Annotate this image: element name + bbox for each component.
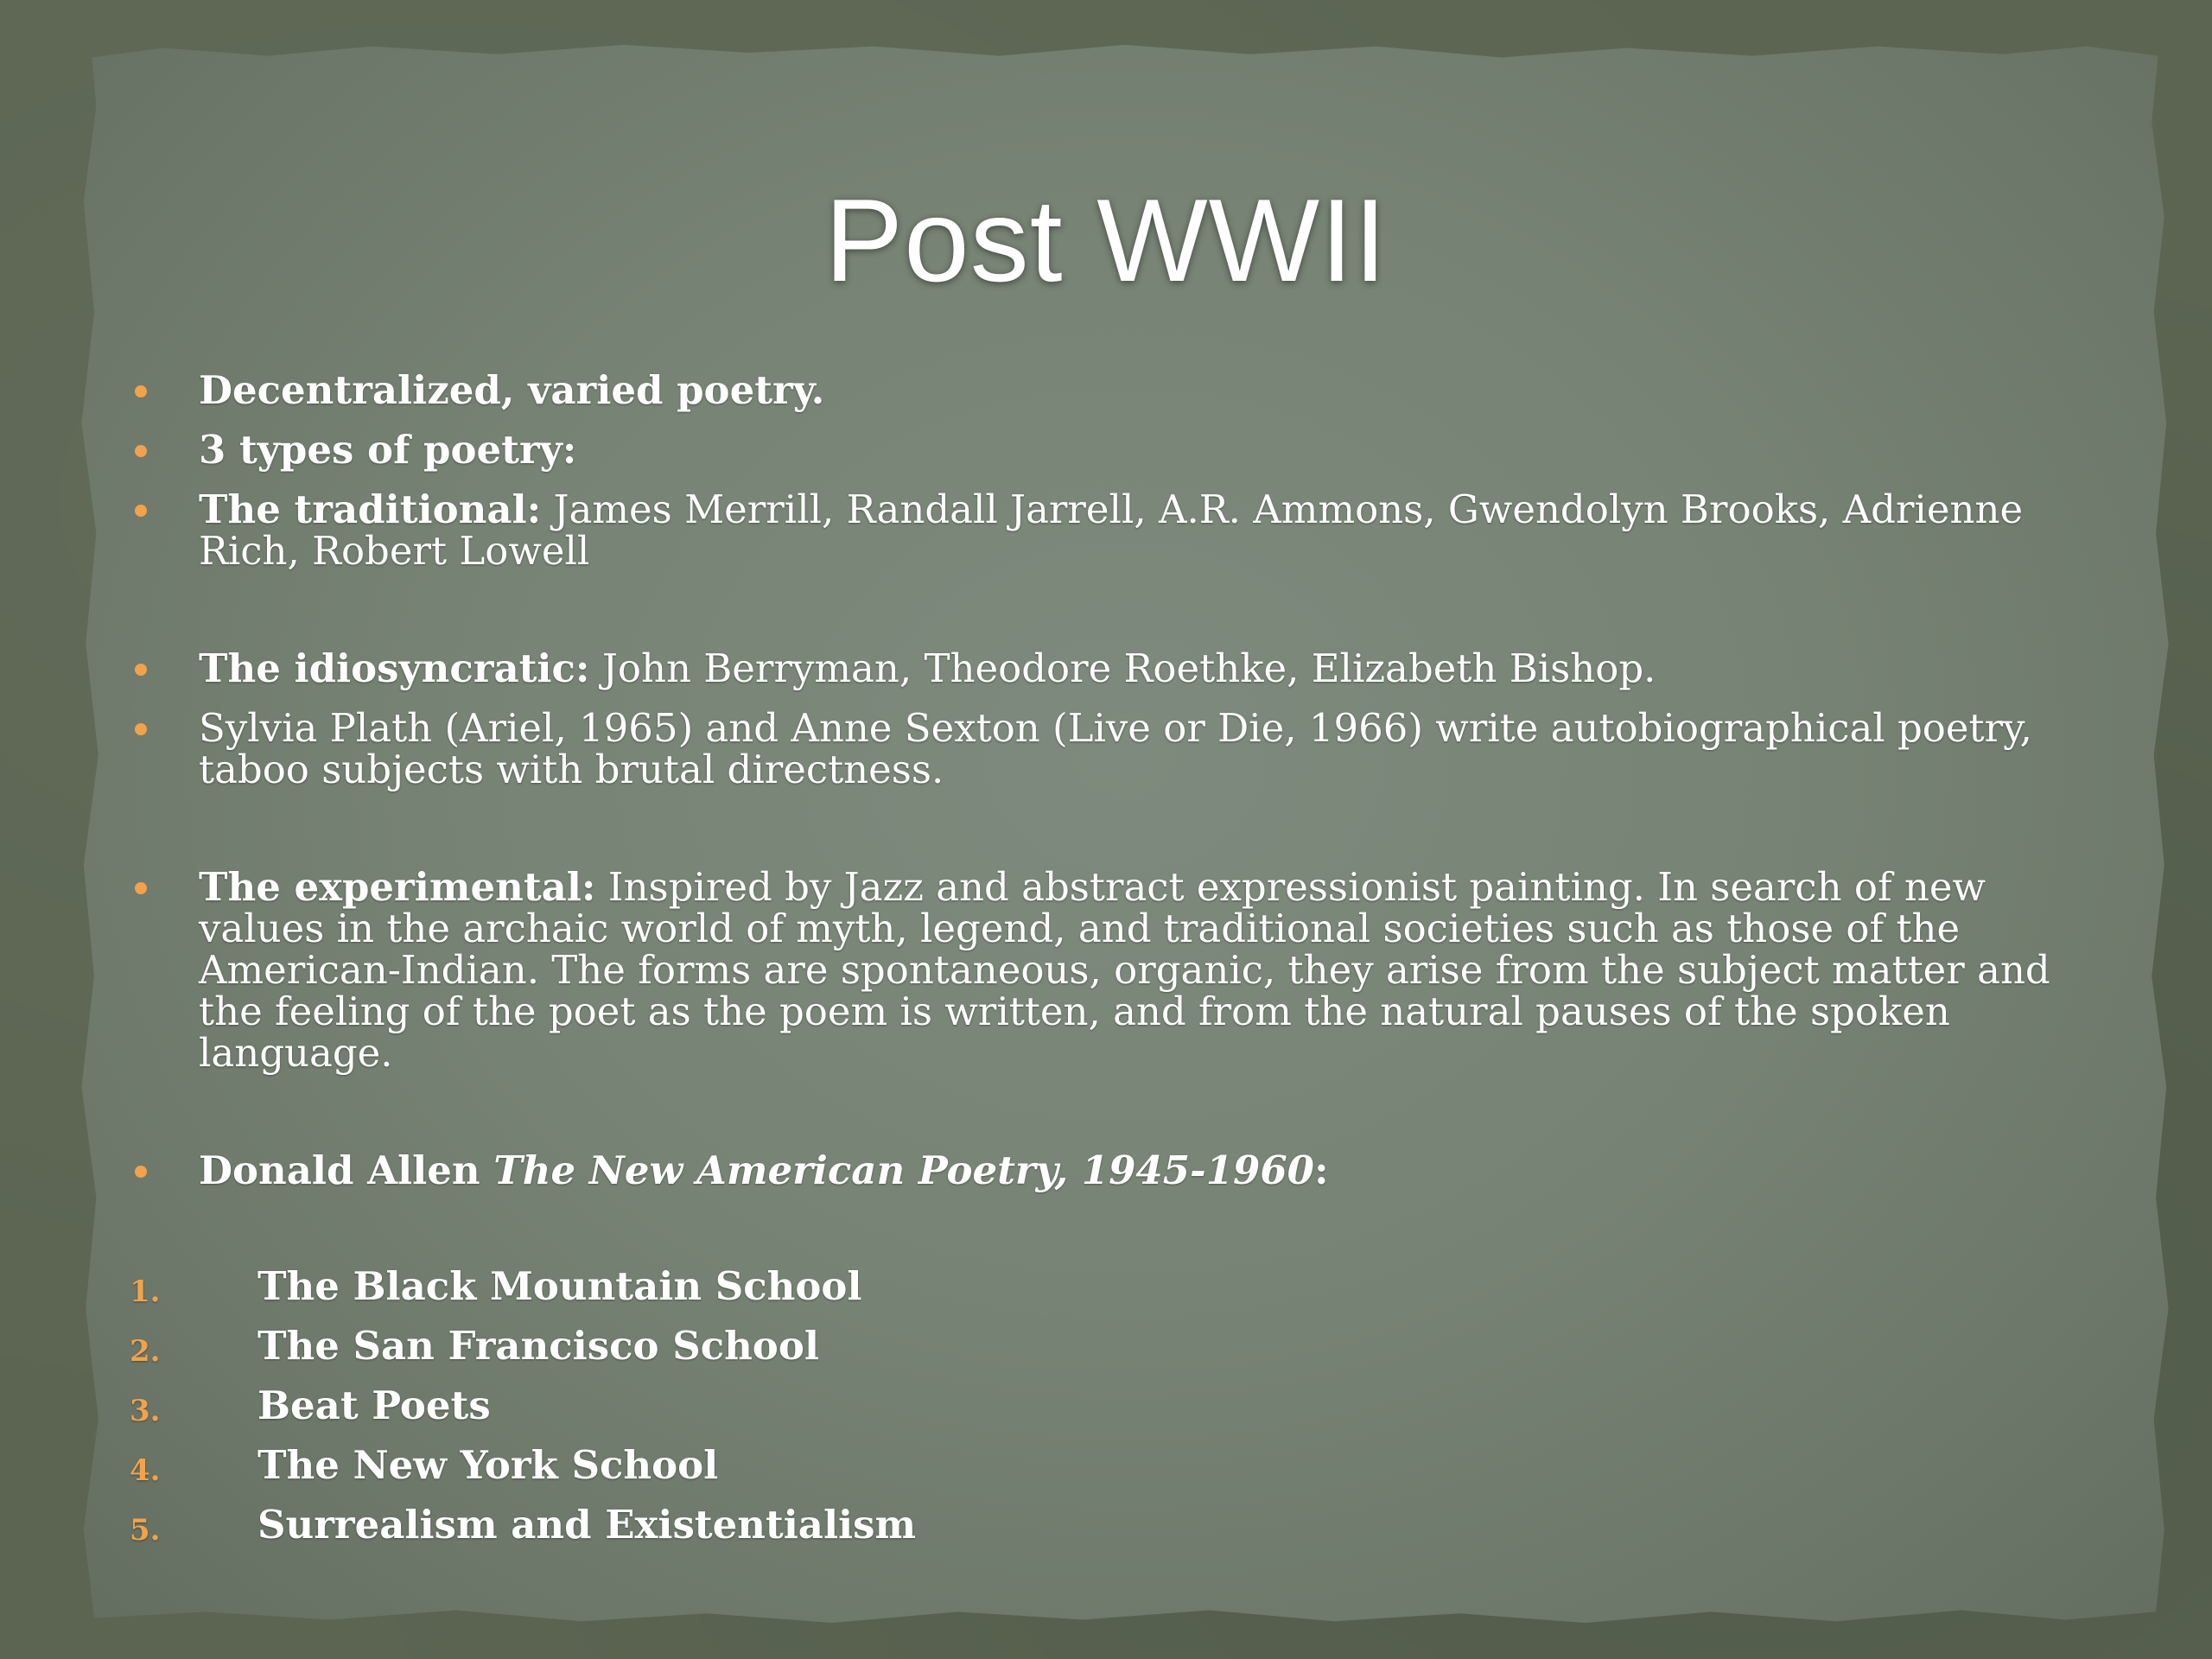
bullet-author: Donald Allen bbox=[199, 1147, 494, 1193]
bullet-item bbox=[130, 367, 2065, 413]
numbered-item bbox=[130, 1325, 2065, 1385]
bullet-item bbox=[130, 864, 2065, 1076]
bullet-item bbox=[130, 645, 2065, 691]
slide-title: Post WWII bbox=[824, 175, 1388, 306]
slide-body bbox=[130, 367, 2065, 1564]
school-label: Beat Poets bbox=[257, 1382, 491, 1428]
numbered-item bbox=[130, 1382, 2065, 1445]
bullet-dot-icon bbox=[135, 385, 147, 397]
bullet-dot-icon bbox=[135, 445, 147, 457]
school-label: The Black Mountain School bbox=[257, 1263, 862, 1309]
bullet-item bbox=[130, 486, 2065, 574]
bullet-lead: The experimental: bbox=[199, 864, 596, 910]
bullet-colon: : bbox=[1313, 1147, 1329, 1193]
bullet-dot-icon bbox=[135, 664, 147, 676]
list-number: 1. bbox=[130, 1274, 161, 1309]
bullet-item bbox=[130, 1147, 2065, 1193]
school-label: Surrealism and Existentialism bbox=[257, 1502, 917, 1548]
numbered-item bbox=[130, 1442, 2065, 1504]
bullet-lead: The traditional: bbox=[199, 486, 542, 532]
bullet-dot-icon bbox=[135, 1166, 147, 1178]
bullet-item bbox=[130, 429, 2065, 471]
bullet-dot-icon bbox=[135, 882, 147, 894]
school-label: The San Francisco School bbox=[257, 1323, 819, 1369]
numbered-item bbox=[130, 1263, 2065, 1325]
bullet-text: Decentralized, varied poetry. bbox=[199, 367, 825, 413]
list-number: 2. bbox=[130, 1334, 161, 1369]
bullet-dot-icon bbox=[135, 723, 147, 735]
list-number: 3. bbox=[130, 1394, 161, 1428]
bullet-text: Inspired by Jazz and abstract expressionist painting. In search of new values in the archaic world of myth, legend, and traditional societies such as those of the American-Indian. The forms are spontaneous, organic, they arise from the subject matter and the feeling of the poet as the poem is written, and from the natural pauses of the spoken language. bbox=[199, 864, 2050, 1076]
bullet-text: Sylvia Plath (Ariel, 1965) and Anne Sexton (Live or Die, 1966) write autobiographical poetry, taboo subjects with brutal directness. bbox=[199, 705, 2032, 792]
bullet-text: John Berryman, Theodore Roethke, Elizabeth Bishop. bbox=[589, 645, 1656, 691]
bullet-text: 3 types of poetry: bbox=[199, 427, 577, 473]
bullet-text: James Merrill, Randall Jarrell, A.R. Ammons, Gwendolyn Brooks, Adrienne Rich, Robert Lowell bbox=[199, 486, 2024, 574]
list-number: 5. bbox=[130, 1513, 161, 1548]
school-label: The New York School bbox=[257, 1442, 719, 1488]
bullet-item bbox=[130, 705, 2065, 792]
bullet-lead: The idiosyncratic: bbox=[199, 645, 590, 691]
numbered-item bbox=[130, 1504, 2065, 1564]
bullet-dot-icon bbox=[135, 505, 147, 517]
bullet-book-title: The New American Poetry, 1945-1960 bbox=[493, 1147, 1314, 1193]
list-number: 4. bbox=[130, 1453, 161, 1488]
